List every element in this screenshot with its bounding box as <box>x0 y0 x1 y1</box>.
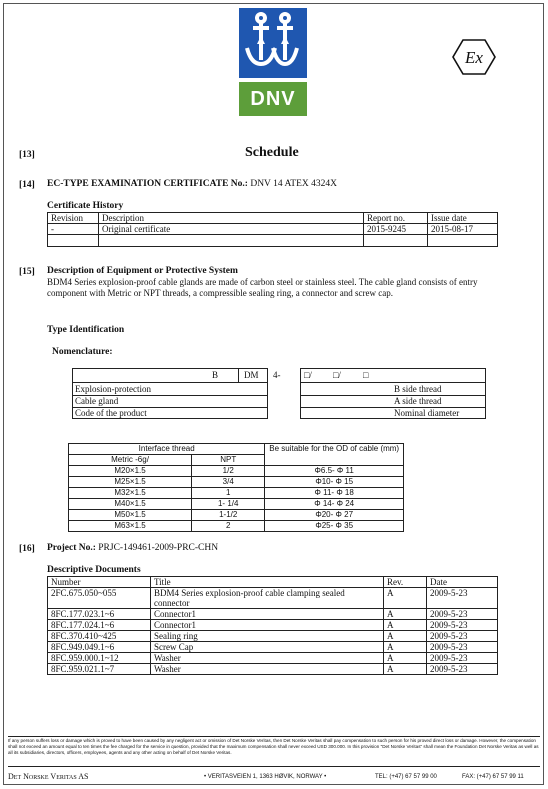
thread-cell: 2 <box>192 521 265 532</box>
code-diameter: □ <box>363 370 369 380</box>
history-cell <box>99 235 364 247</box>
svg-text:Ex: Ex <box>465 48 483 67</box>
thread-row <box>69 499 404 510</box>
page-title: Schedule <box>245 145 299 160</box>
documents-row <box>48 609 498 620</box>
footer-fax: FAX: (+47) 67 57 99 11 <box>462 774 524 780</box>
section-16-ref: [16] <box>19 544 35 554</box>
documents-cell: Connector1 <box>151 620 384 631</box>
label-a-side-thread: A side thread <box>394 396 442 406</box>
documents-cell: 2009-5-23 <box>427 620 498 631</box>
section-13-ref: [13] <box>19 150 35 160</box>
divider <box>300 395 486 396</box>
history-cell <box>428 235 498 247</box>
thread-cell: Φ6.5- Φ 11 <box>265 466 404 477</box>
code-4: 4- <box>273 370 281 380</box>
thread-row <box>69 466 404 477</box>
documents-cell: 8FC.949.049.1~6 <box>48 642 151 653</box>
documents-cell: 2009-5-23 <box>427 609 498 620</box>
history-row <box>48 224 498 235</box>
thread-header-od: Be suitable for the OD of cable (mm) <box>265 444 404 466</box>
documents-cell: 2FC.675.050~055 <box>48 588 151 609</box>
thread-subheader-npt: NPT <box>192 455 265 466</box>
project-label: Project No.: <box>47 543 96 553</box>
documents-cell: Sealing ring <box>151 631 384 642</box>
history-cell: 2015-08-17 <box>428 224 498 235</box>
footer-disclaimer: If any person suffers loss or damage which is proved to have been caused by any negligent act or omission of Det Norske Veritas, then Det Norske Veritas shall pay compensation to such person for his proved direct loss or damage. However, the compensation shall not exceed an amount equal to ten times the fee charged for the service in question, provided that the maximum compensation shall never exceed USD 300.000. In this provision "Det Norske Veritas" shall mean the Foundation Det Norske Veritas as well as all its subsidiaries, directors, officers, employees, agents and any other acting on behalf of Det Norske Veritas. <box>8 738 539 755</box>
documents-cell: A <box>384 631 427 642</box>
history-col-date: Issue date <box>428 213 498 224</box>
thread-header-interface: Interface thread <box>69 444 265 455</box>
thread-header-row <box>69 444 404 455</box>
thread-cell: M32×1.5 <box>69 488 192 499</box>
history-table <box>47 212 498 247</box>
documents-cell: 2009-5-23 <box>427 588 498 609</box>
documents-cell: 2009-5-23 <box>427 642 498 653</box>
documents-cell: BDM4 Series explosion-proof cable clamping sealed connector <box>151 588 384 609</box>
thread-cell: M25×1.5 <box>69 477 192 488</box>
documents-cell: 2009-5-23 <box>427 631 498 642</box>
documents-header-row <box>48 577 498 588</box>
documents-cell: Washer <box>151 664 384 675</box>
documents-row <box>48 631 498 642</box>
history-cell: Original certificate <box>99 224 364 235</box>
thread-row <box>69 477 404 488</box>
history-cell: 2015-9245 <box>364 224 428 235</box>
documents-heading: Descriptive Documents <box>47 565 141 575</box>
documents-col-title: Title <box>151 577 384 588</box>
thread-table <box>68 443 404 532</box>
label-nominal-diameter: Nominal diameter <box>394 408 460 418</box>
thread-row <box>69 510 404 521</box>
documents-row <box>48 620 498 631</box>
thread-cell: M63×1.5 <box>69 521 192 532</box>
documents-cell: Connector1 <box>151 609 384 620</box>
documents-col-rev: Rev. <box>384 577 427 588</box>
thread-subheader-metric: Metric -6g/ <box>69 455 192 466</box>
nomenclature-heading: Nomenclature: <box>52 347 113 357</box>
label-code-of-product: Code of the product <box>75 408 147 418</box>
project-number: PRJC-149461-2009-PRC-CHN <box>98 543 219 553</box>
documents-row <box>48 664 498 675</box>
thread-cell: Φ10- Φ 15 <box>265 477 404 488</box>
code-dm: DM <box>244 370 259 380</box>
documents-row <box>48 588 498 609</box>
description-heading: Description of Equipment or Protective System <box>47 266 238 276</box>
thread-cell: 1/2 <box>192 466 265 477</box>
code-b-side: □/ <box>304 370 312 380</box>
thread-cell: Φ 14- Φ 24 <box>265 499 404 510</box>
documents-row <box>48 642 498 653</box>
history-col-description: Description <box>99 213 364 224</box>
footer-divider <box>8 766 540 767</box>
documents-col-date: Date <box>427 577 498 588</box>
documents-cell: 8FC.370.410~425 <box>48 631 151 642</box>
footer-tel: TEL: (+47) 67 57 99 00 <box>375 774 437 780</box>
dnv-logo: DNV <box>239 82 307 116</box>
documents-cell: A <box>384 642 427 653</box>
label-explosion-protection: Explosion-protection <box>75 384 151 394</box>
documents-cell: A <box>384 588 427 609</box>
documents-cell: Screw Cap <box>151 642 384 653</box>
history-header-row <box>48 213 498 224</box>
history-cell: - <box>48 224 99 235</box>
history-row <box>48 235 498 247</box>
certificate-number: DNV 14 ATEX 4324X <box>250 179 337 189</box>
documents-cell: 8FC.177.024.1~6 <box>48 620 151 631</box>
documents-cell: A <box>384 620 427 631</box>
history-col-report: Report no. <box>364 213 428 224</box>
history-col-revision: Revision <box>48 213 99 224</box>
description-text: BDM4 Series explosion-proof cable glands are made of carbon steel or stainless steel. The cable gland consists of entry component with Metric or NPT threads, a compressible sealing ring, a connector and screw cap. <box>47 277 478 298</box>
nomenclature-box-right <box>300 368 486 383</box>
label-b-side-thread: B side thread <box>394 384 442 394</box>
thread-cell: 1 <box>192 488 265 499</box>
anchor-icon <box>239 8 307 78</box>
documents-cell: 2009-5-23 <box>427 653 498 664</box>
ex-hexagon-icon <box>452 38 496 76</box>
section-15-ref: [15] <box>19 267 35 277</box>
dnv-anchor-logo <box>239 8 307 78</box>
thread-cell: Φ 11- Φ 18 <box>265 488 404 499</box>
label-cable-gland: Cable gland <box>75 396 119 406</box>
section-14-ref: [14] <box>19 180 35 190</box>
certificate-label: EC-TYPE EXAMINATION CERTIFICATE No.: <box>47 179 248 189</box>
footer-address-text: VERITASVEIEN 1, 1363 HØVIK, NORWAY <box>207 774 323 780</box>
thread-cell: 1-1/2 <box>192 510 265 521</box>
type-identification-heading: Type Identification <box>47 325 125 335</box>
footer-divider <box>8 736 540 737</box>
documents-cell: 8FC.177.023.1~6 <box>48 609 151 620</box>
thread-cell: M40×1.5 <box>69 499 192 510</box>
project-line <box>47 543 218 553</box>
certificate-line <box>47 179 337 189</box>
documents-cell: A <box>384 609 427 620</box>
thread-cell: M50×1.5 <box>69 510 192 521</box>
thread-cell: M20×1.5 <box>69 466 192 477</box>
ex-mark-logo <box>452 38 496 76</box>
footer-address: • VERITASVEIEN 1, 1363 HØVIK, NORWAY • <box>204 774 327 780</box>
history-cell <box>364 235 428 247</box>
documents-cell: A <box>384 653 427 664</box>
documents-cell: Washer <box>151 653 384 664</box>
thread-cell: 3/4 <box>192 477 265 488</box>
thread-cell: Φ20- Φ 27 <box>265 510 404 521</box>
documents-col-number: Number <box>48 577 151 588</box>
thread-cell: Φ25- Φ 35 <box>265 521 404 532</box>
code-b: B <box>212 370 219 380</box>
documents-table <box>47 576 498 675</box>
documents-row <box>48 653 498 664</box>
documents-cell: 8FC.959.021.1~7 <box>48 664 151 675</box>
code-a-side: □/ <box>333 370 341 380</box>
thread-row <box>69 488 404 499</box>
history-heading: Certificate History <box>47 201 124 211</box>
documents-cell: 8FC.959.000.1~12 <box>48 653 151 664</box>
thread-cell: 1- 1/4 <box>192 499 265 510</box>
documents-cell: 2009-5-23 <box>427 664 498 675</box>
history-cell <box>48 235 99 247</box>
thread-row <box>69 521 404 532</box>
documents-cell: A <box>384 664 427 675</box>
footer-company: Det Norske Veritas AS <box>8 772 89 781</box>
